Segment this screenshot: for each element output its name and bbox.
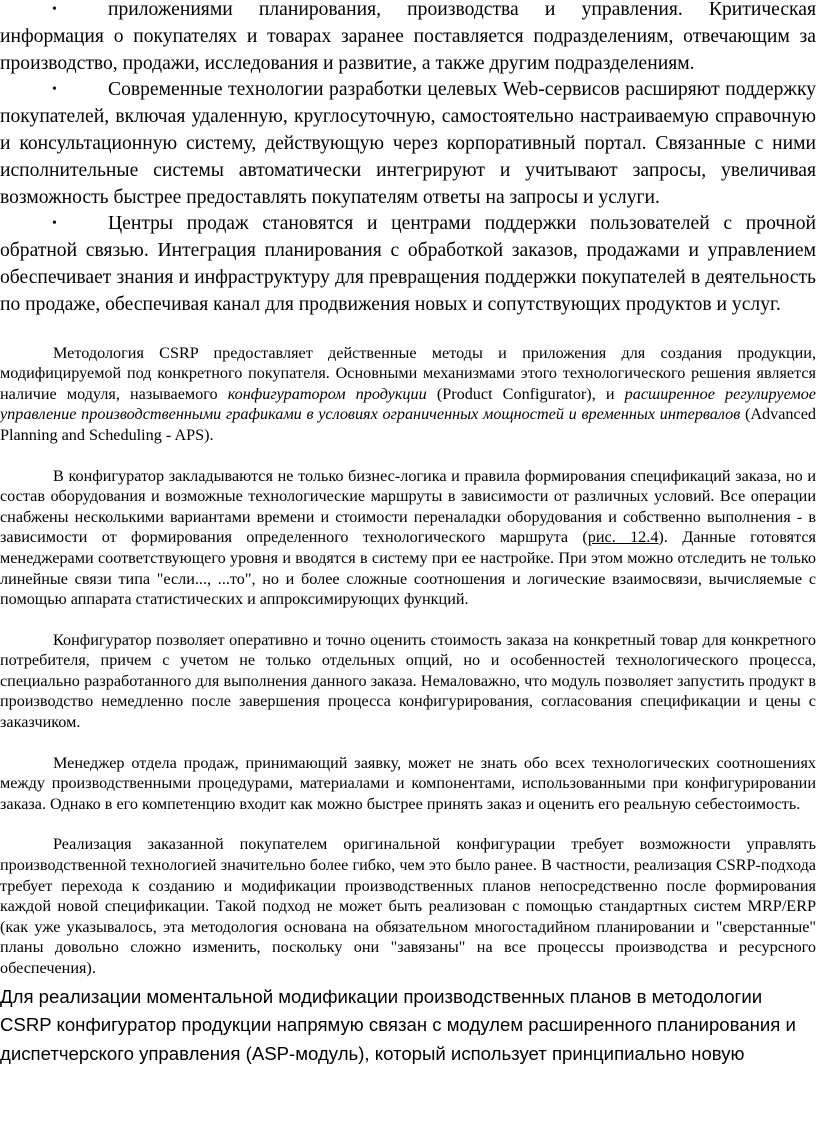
paragraph-csrp-methodology bbox=[0, 343, 816, 446]
paragraph-configurator-logic bbox=[0, 466, 816, 610]
bullet-item-planning bbox=[0, 0, 816, 77]
bullet-item-web-services bbox=[0, 77, 816, 211]
bullet-dot-icon: • bbox=[52, 216, 57, 232]
text-run: (Advanced Planning and Scheduling - APS). bbox=[0, 405, 816, 444]
paragraph-modification-tail: Для реализации моментальной модификации производственных планов в методологии CSRP конфигуратор продукции напрямую связан с модулем расширенного планирования и диспетчерского управления (ASP-модуль), который использует принципиально новую bbox=[0, 985, 796, 1064]
text-run: В конфигуратор закладываются не только бизнес-логика и правила формирования спецификаций заказа, но и состав оборудования и возможные технологические маршруты в зависимости от различных условий. Все операции снабжены несколькими вариантами времени и стоимости переналадки оборудования и собственно выполнения - в зависимости от формирования определенного технологического маршрута ( bbox=[0, 466, 816, 547]
figure-link[interactable]: рис. 12.4 bbox=[587, 528, 659, 547]
text-run: Методология CSRP предоставляет действенные методы и приложения для создания продукции, модифицируемой под конкретного покупателя. Основными механизмами этого технологического решения является наличие модуля, называемого bbox=[0, 343, 816, 403]
text-run: (Product Configurator), и bbox=[426, 384, 625, 403]
bullet-item-sales-centers bbox=[0, 211, 816, 318]
paragraph-sales-manager: Менеджер отдела продаж, принимающий заявку, может не знать обо всех технологических соотношениях между производственными процедурами, материалами и компонентами, использованными при конфигурировании заказа. Однако в его компетенцию входит как можно быстрее принять заказ и оценить его реальную себестоимость. bbox=[0, 753, 816, 813]
paragraph-implementation: Реализация заказанной покупателем оригинальной конфигурации требует возможности управлять производственной технологией значительно более гибко, чем это было ранее. В частности, реализация CSRP-подхода требует перехода к созданию и модификации производственных планов непосредственно после формирования каждой новой спецификации. Такой подход не может быть реализован с помощью стандартных систем MRP/ERP (как уже указывалось, эта методология основана на обязательном многостадийном планировании и "сверстанные" планы довольно сложно изменить, поскольку они "завязаны" на все процессы производства и ресурсного обеспечения). bbox=[0, 835, 816, 977]
bullet-dot-icon: • bbox=[52, 2, 57, 17]
bullet-text: приложениями планирования, производства и управления. Критическая информация о покупателях и товарах заранее поставляется подразделениям, отвечающим за производство, продажи, исследования и развитие, а также другим подразделениям. bbox=[0, 0, 816, 74]
bullet-dot-icon: • bbox=[52, 82, 57, 98]
text-run: ). Данные готовятся менеджерами соответствующего уровня и вводятся в систему при ее настройке. При этом можно отследить не только линейные связи типа "если..., ...то", но и более сложные соотношения и логические взаимосвязи, вычисляемые с помощью аппарата статистических и аппроксимирующих функций. bbox=[0, 528, 816, 609]
term-advanced-planning: расширенное регулируемое управление производственными графиками в условиях ограниченных мощностей и временных интервалов bbox=[0, 384, 816, 424]
bullet-text: Современные технологии разработки целевых Web-сервисов расширяют поддержку покупателей, включая удаленную, круглосуточную, самостоятельно настраиваемую справочную и консультационную систему, действующую через корпоративный портал. Связанные с ними исполнительные системы автоматически интегрируют и учитывают запросы, увеличивая возможность быстрее предоставлять покупателям ответы на запросы и услуги. bbox=[0, 79, 816, 208]
term-product-configurator: конфигуратором продукции bbox=[227, 384, 427, 403]
bullet-text: Центры продаж становятся и центрами поддержки пользователей с прочной обратной связью. Интеграция планирования с обработкой заказов, продажами и управлением обеспечивает знания и инфраструктуру для превращения поддержки покупателей в деятельность по продаже, обеспечивая канал для продвижения новых и сопутствующих продуктов и услуг. bbox=[0, 213, 816, 315]
paragraph-cost-estimate: Конфигуратор позволяет оперативно и точно оценить стоимость заказа на конкретный товар для конкретного потребителя, причем с учетом не только отдельных опций, но и особенностей технологического процесса, специально разработанного для выполнения данного заказа. Немаловажно, что модуль позволяет запустить продукт в производство немедленно после завершения процесса конфигурирования, согласования спецификации и цены с заказчиком. bbox=[0, 630, 816, 732]
